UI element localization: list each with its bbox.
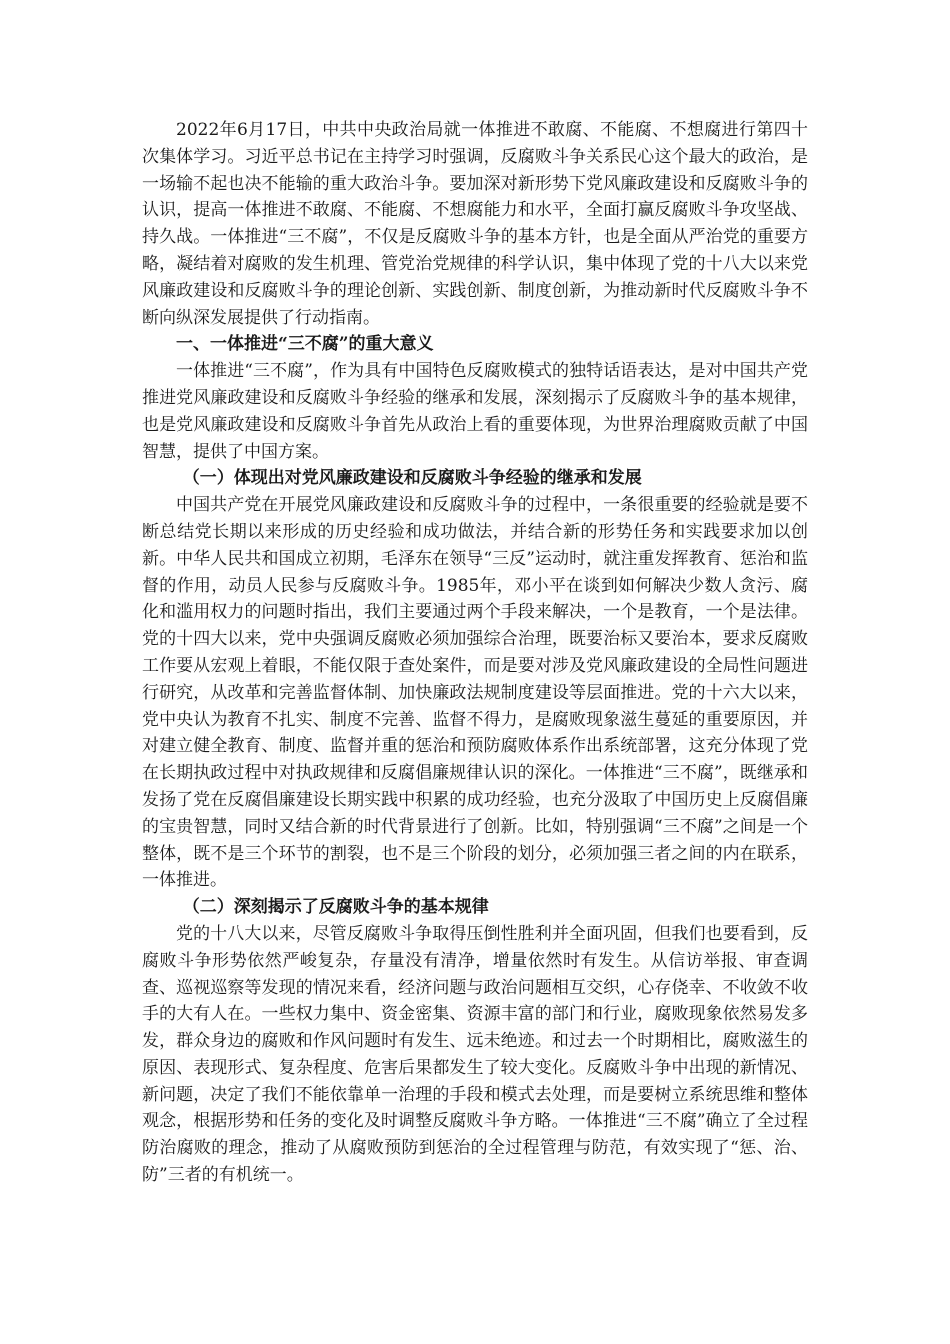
paragraph-inheritance: 中国共产党在开展党风廉政建设和反腐败斗争的过程中，一条很重要的经验就是要不断总结党长期以来形成的历史经验和成功做法，并结合新的形势任务和实践要求加以创新。中华人民共和国成立初期，毛泽东在领导“三反”运动时，就注重发挥教育、惩治和监督的作用，动员人民参与反腐败斗争。1985年，邓小平在谈到如何解决少数人贪污、腐化和滥用权力的问题时指出，我们主要通过两个手段来解决，一个是教育，一个是法律。党的十四大以来，党中央强调反腐败必须加强综合治理，既要治标又要治本，要求反腐败工作要从宏观上着眼，不能仅限于查处案件，而是要对涉及党风廉政建设的全局性问题进行研究，从改革和完善监督体制、加快廉政法规制度建设等层面推进。党的十六大以来，党中央认为教育不扎实、制度不完善、监督不得力，是腐败现象滋生蔓延的重要原因，并对建立健全教育、制度、监督并重的惩治和预防腐败体系作出系统部署，这充分体现了党在长期执政过程中对执政规律和反腐倡廉规律认识的深化。一体推进“三不腐”，既继承和发扬了党在反腐倡廉建设长期实践中积累的成功经验，也充分汲取了中国历史上反腐倡廉的宝贵智慧，同时又结合新的时代背景进行了创新。比如，特别强调“三不腐”之间是一个整体，既不是三个环节的割裂，也不是三个阶段的划分，必须加强三者之间的内在联系，一体推进。: [142, 495, 808, 891]
paragraph-basic-law: 党的十八大以来，尽管反腐败斗争取得压倒性胜利并全面巩固，但我们也要看到，反腐败斗争形势依然严峻复杂，存量没有清净，增量依然时有发生。从信访举报、审查调查、巡视巡察等发现的情况来看，经济问题与政治问题相互交织，心存侥幸、不收敛不收手的大有人在。一些权力集中、资金密集、资源丰富的部门和行业，腐败现象依然易发多发，群众身边的腐败和作风问题时有发生、远未绝迹。和过去一个时期相比，腐败滋生的原因、表现形式、复杂程度、危害后果都发生了较大变化。反腐败斗争中出现的新情况、新问题，决定了我们不能依靠单一治理的手段和模式去处理，而是要树立系统思维和整体观念，根据形势和任务的变化及时调整反腐败斗争方略。一体推进“三不腐”确立了全过程防治腐败的理念，推动了从腐败预防到惩治的全过程管理与防范，有效实现了“惩、治、防”三者的有机统一。: [142, 923, 808, 1186]
paragraph-significance: 一体推进“三不腐”，作为具有中国特色反腐败模式的独特话语表达，是对中国共产党推进党风廉政建设和反腐败斗争经验的继承和发展，深刻揭示了反腐败斗争的基本规律，也是党风廉政建设和反腐败斗争首先从政治上看的重要体现，为世界治理腐败贡献了中国智慧，提供了中国方案。: [142, 361, 808, 462]
subsection-heading-2: （二）深刻揭示了反腐败斗争的基本规律: [182, 897, 489, 918]
paragraph-intro: 2022年6月17日，中共中央政治局就一体推进不敢腐、不能腐、不想腐进行第四十次集体学习。习近平总书记在主持学习时强调，反腐败斗争关系民心这个最大的政治，是一场输不起也决不能输的重大政治斗争。要加深对新形势下党风廉政建设和反腐败斗争的认识，提高一体推进不敢腐、不能腐、不想腐能力和水平，全面打赢反腐败斗争攻坚战、持久战。一体推进“三不腐”，不仅是反腐败斗争的基本方针，也是全面从严治党的重要方略，凝结着对腐败的发生机理、管党治党规律的科学认识，集中体现了党的十八大以来党风廉政建设和反腐败斗争的理论创新、实践创新、制度创新，为推动新时代反腐败斗争不断向纵深发展提供了行动指南。: [142, 120, 808, 328]
document-body: [142, 117, 808, 1189]
section-heading-1: 一、一体推进“三不腐”的重大意义: [176, 334, 434, 355]
subsection-heading-1: （一）体现出对党风廉政建设和反腐败斗争经验的继承和发展: [182, 468, 642, 489]
